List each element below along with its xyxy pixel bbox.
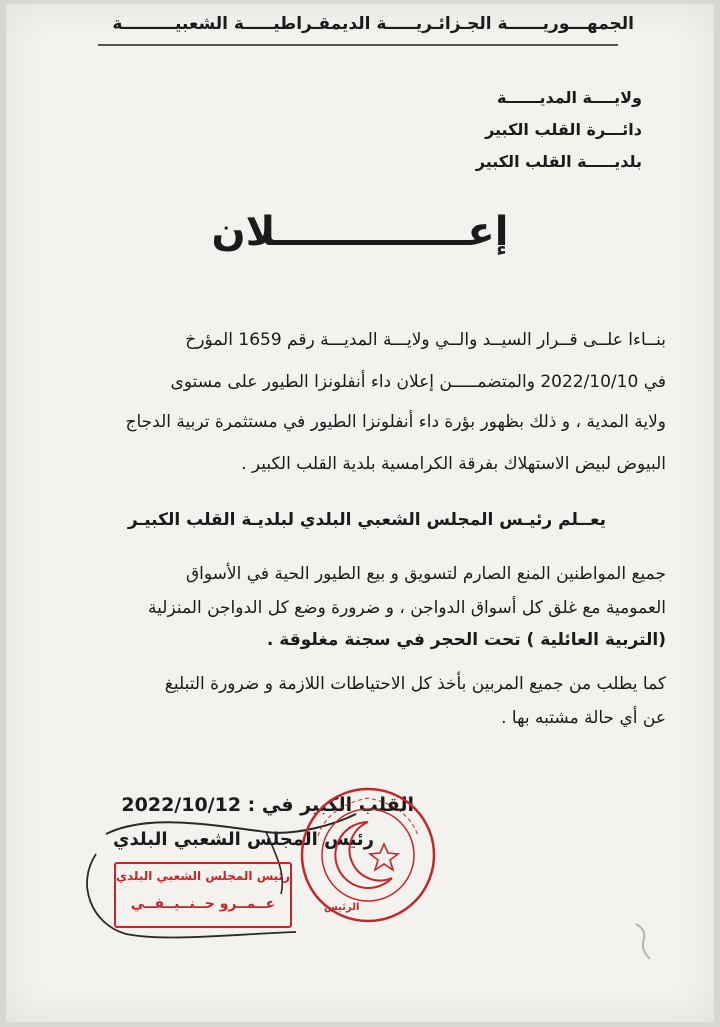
name-stamp [114, 862, 292, 928]
document-page [6, 4, 714, 1022]
body-paragraph-2-line-1: جميع المواطنين المنع الصارم لتسويق و بيع الطيور الحية في الأسواق [185, 564, 666, 584]
announcement-title: إعــــــــــــــلان [211, 209, 509, 255]
body-paragraph-3-line-1: كما يطلب من جميع المربين بأخذ كل الاحتياطات اللازمة و ضرورة التبليغ [164, 674, 666, 694]
daira-line: دائـــرة القلب الكبير [485, 120, 642, 139]
body-paragraph-1-line-2: في 2022/10/10 والمتضمـــــن إعلان داء أنفلونزا الطيور على مستوى [170, 372, 666, 392]
informs-heading: يعــلم رئيـس المجلس الشعبي البلدي لبلديـة القلب الكبيـر [127, 510, 606, 530]
seal-caption: الرئيس [324, 902, 360, 913]
body-paragraph-3-line-2: عن أي حالة مشتبه بها . [501, 708, 666, 728]
signatory-title: رئيس المجلس الشعبي البلدي [113, 829, 374, 850]
place-and-date: القلب الكبير في : 2022/10/12 [121, 794, 414, 816]
municipal-seal-icon [298, 786, 438, 924]
wilaya-line: ولايــــة المديــــــة [497, 88, 642, 107]
body-paragraph-2-line-3: (التربية العائلية ) تحت الحجر في سجنة مغلوقة . [266, 630, 666, 650]
header-underline [98, 42, 618, 48]
commune-line: بلديـــــة القلب الكبير [475, 152, 642, 171]
ink-smudge [626, 914, 666, 964]
body-paragraph-1-line-1: بنــاءا علــى قــرار السيــد والــي ولايـــة المديـــة رقم 1659 المؤرخ [185, 330, 666, 350]
body-paragraph-2-line-2: العمومية مع غلق كل أسواق الدواجن ، و ضرورة وضع كل الدواجن المنزلية [148, 598, 666, 618]
stamp-name: عــمــرو حــنــيــفــي [130, 896, 276, 912]
body-paragraph-1-line-3: ولاية المدية ، و ذلك بظهور بؤرة داء أنفلونزا الطيور في مستثمرة تربية الدجاج [125, 412, 666, 432]
republic-header: الجمهـــوريــــــة الجـزائـريـــــة الديمقـراطيـــــة الشعبيـــــــــة [112, 14, 634, 34]
body-paragraph-1-line-4: البيوض لبيض الاستهلاك بفرقة الكرامسية بلدية القلب الكبير . [241, 454, 666, 474]
stamp-title: رئيس المجلس الشعبي البلدي [116, 869, 290, 883]
